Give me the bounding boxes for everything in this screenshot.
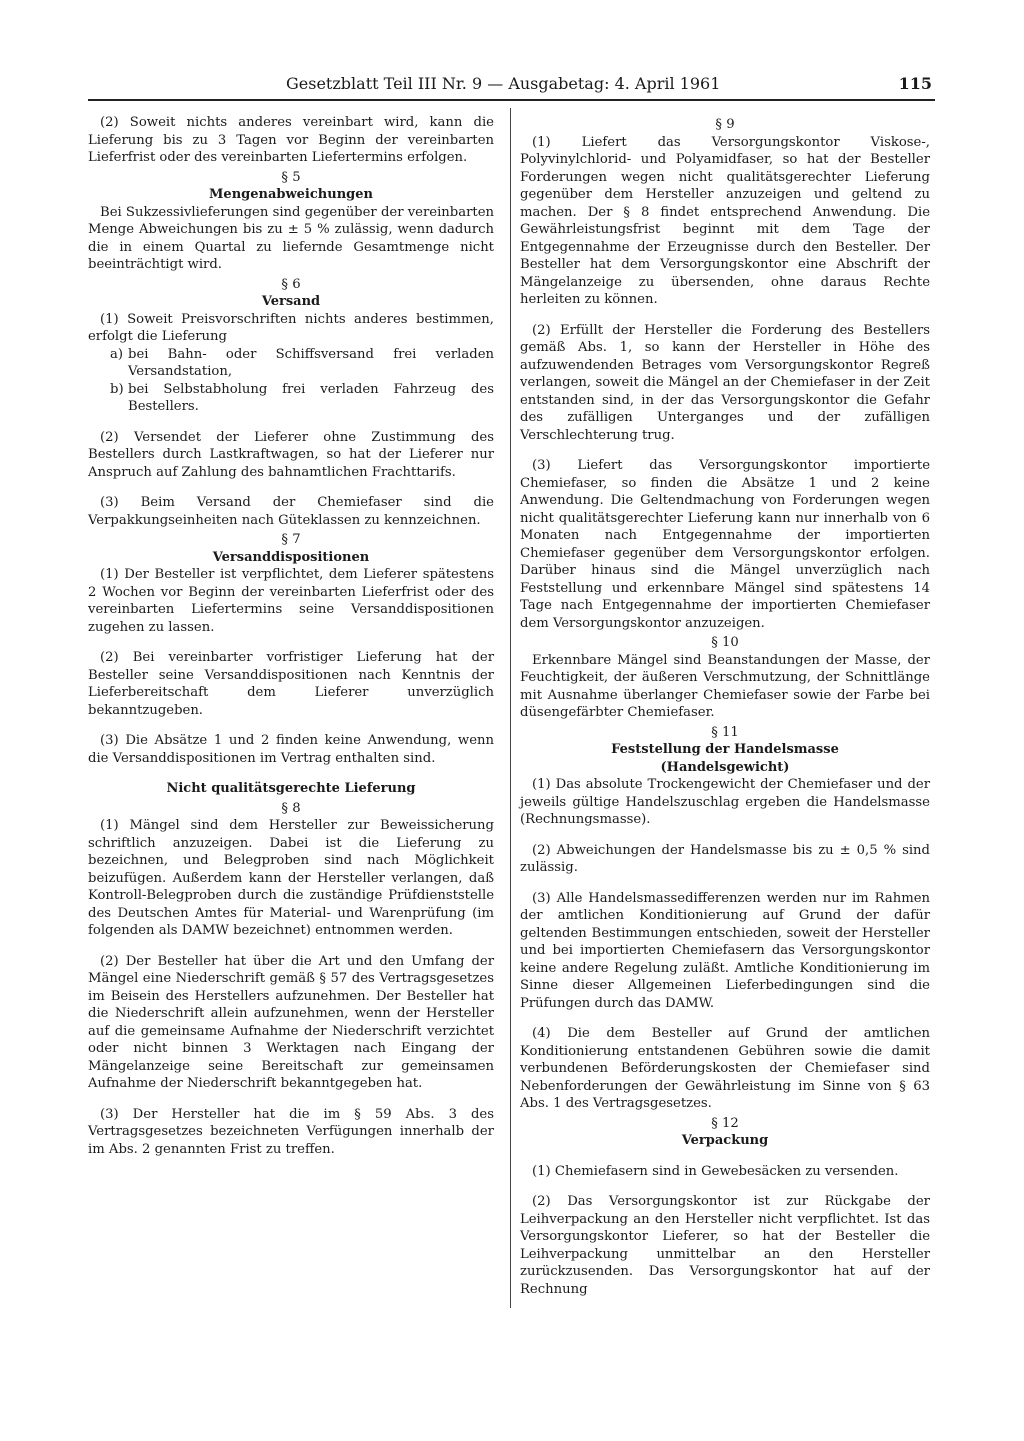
paragraph-4-2: (2) Soweit nichts anderes vereinbart wird, kann die Lieferung bis zu 3 Tagen vor Beginn der vereinbarten Lieferfrist oder des vereinbarten Liefertermins erfolgen. (88, 115, 494, 165)
left-column (88, 114, 494, 1158)
section-7-heading: Versanddispositionen (212, 549, 370, 565)
header-rule (88, 99, 935, 101)
section-12-paragraph-2: (2) Das Versorgungskontor ist zur Rückgabe der Leihverpackung an den Hersteller nicht verpflichtet. Ist das Versorgungskontor Lieferer, so hat der Besteller die Leihverpackung unmittelbar an den Hersteller zurückzusenden. Das Versorgungskontor hat auf der Rechnung (520, 1194, 930, 1297)
item-a-text: bei Bahn- oder Schiffsversand frei verladen Versandstation, (128, 346, 494, 379)
section-12-number: § 12 (711, 1115, 739, 1131)
right-column (520, 114, 930, 1298)
section-12-heading: Verpackung (681, 1133, 769, 1148)
section-9-paragraph-1: (1) Liefert das Versorgungskontor Viskose-, Polyvinylchlorid- und Polyamidfaser, so hat der Besteller Forderungen wegen nicht qualitätsgerechter Lieferung gegenüber dem Hersteller anzuzeigen und geltend zu machen. Der § 8 findet entsprechend Anwendung. Die Gewährleistungsfrist beginnt mit dem Tage der Entgegennahme der Erzeugnisse durch den Besteller. Der Besteller hat dem Versorgungskontor eine Abschrift der Mängelanzeige zu übersenden, ohne daraus Rechte herleiten zu können. (520, 134, 930, 307)
section-11-number: § 11 (711, 724, 739, 740)
section-8-number: § 8 (281, 800, 301, 816)
section-8-paragraph-3: (3) Der Hersteller hat die im § 59 Abs. 3 des Vertragsgesetzes bezeichneten Verfügungen innerhalb der im Abs. 2 genannten Frist zu treffen. (88, 1106, 494, 1157)
section-7-paragraph-2: (2) Bei vereinbarter vorfristiger Lieferung hat der Besteller seine Versanddispositionen nach Kenntnis der Lieferbereitschaft dem Lieferer unverzüglich bekanntzugeben. (88, 650, 494, 718)
section-6-paragraph-1: (1) Soweit Preisvorschriften nichts anderes bestimmen, erfolgt die Lieferung (88, 311, 494, 344)
section-5-number: § 5 (281, 169, 301, 185)
section-11-paragraph-2: (2) Abweichungen der Handelsmasse bis zu ± 0,5 % sind zulässig. (520, 842, 930, 875)
section-8-paragraph-2: (2) Der Besteller hat über die Art und den Umfang der Mängel eine Niederschrift gemäß § 57 des Vertragsgesetzes im Beisein des Herstellers aufzunehmen. Der Besteller hat die Niederschrift allein aufzunehmen, wenn der Hersteller auf die gemeinsame Aufnahme der Niederschrift verzichtet oder nicht binnen 3 Werktagen nach Eingang der Mängelanzeige seine Bereitschaft zur gemeinsamen Aufnahme der Niederschrift bekanntgegeben hat. (88, 953, 494, 1091)
section-12-paragraph-1: (1) Chemiefasern sind in Gewebesäcken zu versenden. (532, 1163, 899, 1179)
section-11-paragraph-3: (3) Alle Handelsmassedifferenzen werden nur im Rahmen der amtlichen Konditionierung auf Grund der dafür geltenden Bestimmungen entschieden, soweit der Hersteller und bei importierten Chemiefasern das Versorgungskontor keine andere Regelung zuläßt. Amtliche Konditionierung im Sinne dieser Allgemeinen Lieferbedingungen sind die Prüfungen durch das DAMW. (520, 890, 930, 1011)
section-5-heading: Mengenabweichungen (209, 187, 373, 202)
section-7-paragraph-3: (3) Die Absätze 1 und 2 finden keine Anwendung, wenn die Versanddispositionen im Vertrag enthalten sind. (88, 733, 494, 766)
header-title: Gesetzblatt Teil III Nr. 9 — Ausgabetag: 4. April 1961 (286, 74, 721, 93)
section-11-heading: Feststellung der Handelsmasse (611, 742, 839, 757)
section-6-number: § 6 (281, 276, 301, 292)
chapter-heading: Nicht qualitätsgerechte Lieferung (166, 781, 416, 796)
section-10-number: § 10 (711, 635, 739, 650)
section-10-paragraph: Erkennbare Mängel sind Beanstandungen der Masse, der Feuchtigkeit, der äußeren Verschmutzung, der Schnittlänge mit Ausnahme überlanger Chemiefaser sowie der Farbe bei düsengefärbter Chemiefaser. (520, 652, 930, 720)
item-b-label: b) (110, 381, 124, 397)
section-11-subheading: (Handelsgewicht) (660, 759, 790, 775)
section-6-item-b (88, 381, 494, 416)
section-11-paragraph-1: (1) Das absolute Trockengewicht der Chemiefaser und der jeweils gültige Handelszuschlag ergeben die Handelsmasse (Rechnungsmasse). (520, 777, 930, 827)
section-8-paragraph-1: (1) Mängel sind dem Hersteller zur Beweissicherung schriftlich anzuzeigen. Dabei ist die Lieferung zu bezeichnen, und Belegproben sind nach Möglichkeit beizufügen. Außerdem kann der Hersteller verlangen, daß Kontroll-Belegproben durch die zuständige Prüfdienststelle des Deutschen Amtes für Material- und Warenprüfung (im folgenden als DAMW bezeichnet) entnommen werden. (88, 818, 494, 938)
section-5-paragraph: Bei Sukzessivlieferungen sind gegenüber der vereinbarten Menge Abweichungen bis zu ± 5 % zulässig, wenn dadurch die in einem Quartal zu liefernde Gesamtmenge nicht beeinträchtigt wird. (88, 204, 494, 272)
section-11-paragraph-4: (4) Die dem Besteller auf Grund der amtlichen Konditionierung entstandenen Gebühren sowie die damit verbundenen Beförderungskosten der Chemiefaser sind Nebenforderungen der Gewährleistung im Sinne von § 63 Abs. 1 des Vertragsgesetzes. (520, 1026, 930, 1111)
page-header (88, 74, 936, 100)
section-9-number: § 9 (715, 117, 735, 132)
column-divider (510, 108, 511, 1308)
section-7-paragraph-1: (1) Der Besteller ist verpflichtet, dem Lieferer spätestens 2 Wochen vor Beginn der vereinbarten Lieferfrist oder des vereinbarten Liefertermins seine Versanddispositionen zugehen zu lassen. (88, 567, 494, 635)
section-6-item-a (88, 346, 494, 381)
section-6-paragraph-2: (2) Versendet der Lieferer ohne Zustimmung des Bestellers durch Lastkraftwagen, so hat der Lieferer nur Anspruch auf Zahlung des bahnamtlichen Frachttarifs. (88, 429, 494, 480)
section-6-paragraph-3: (3) Beim Versand der Chemiefaser sind die Verpakkungseinheiten nach Güteklassen zu kennzeichnen. (88, 495, 494, 528)
item-b-text: bei Selbstabholung frei verladen Fahrzeug des Bestellers. (128, 381, 494, 414)
item-a-label: a) (110, 346, 124, 362)
page-number: 115 (898, 74, 932, 93)
section-9-paragraph-2: (2) Erfüllt der Hersteller die Forderung des Bestellers gemäß Abs. 1, so kann der Hersteller in Höhe des aufzuwendenden Betrages vom Versorgungskontor Regreß verlangen, soweit die Mängel an der Chemiefaser in der Zeit entstanden sind, in der das Versorgungskontor die Gefahr des zufälligen Unterganges und der zufälligen Verschlechterung trug. (520, 322, 930, 443)
section-6-heading: Versand (261, 294, 321, 309)
section-9-paragraph-3: (3) Liefert das Versorgungskontor importierte Chemiefaser, so finden die Absätze 1 und 2 keine Anwendung. Die Geltendmachung von Forderungen wegen nicht qualitätsgerechter Lieferung kann nur innerhalb von 6 Monaten nach Entgegennahme der importierten Chemiefaser gegenüber dem Versorgungskontor erfolgen. Darüber hinaus sind die Mängel unverzüglich nach Feststellung und erkennbare Mängel sind spätestens 14 Tage nach Entgegennahme der importierten Chemiefaser dem Versorgungskontor anzuzeigen. (520, 458, 930, 631)
section-7-number: § 7 (281, 532, 301, 547)
